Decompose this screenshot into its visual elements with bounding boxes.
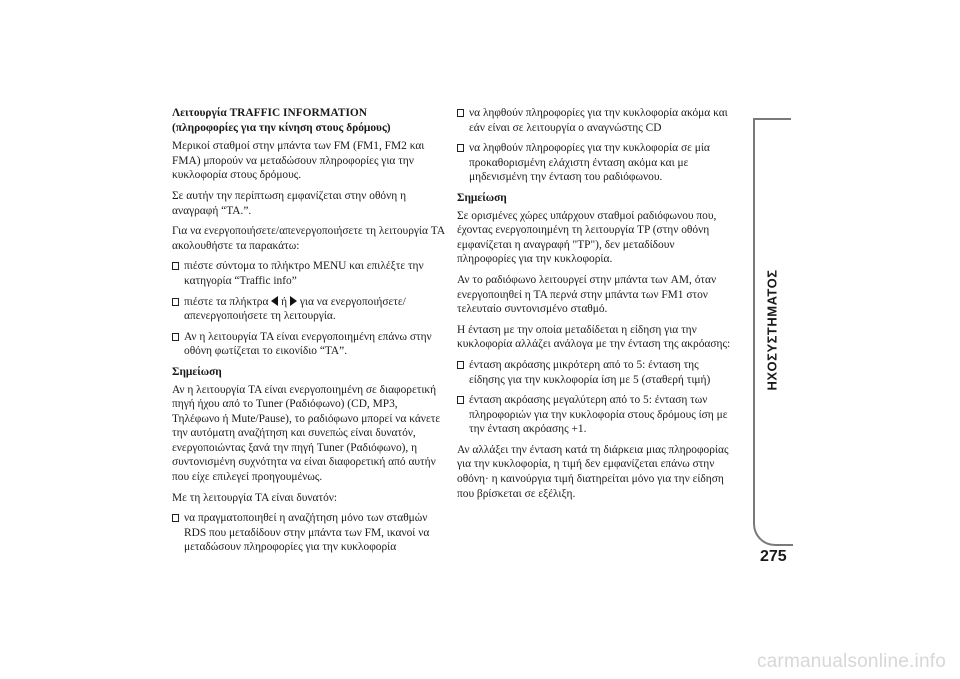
list-item — [172, 330, 446, 359]
note-heading: Σημείωση — [172, 365, 222, 378]
list-item-text: πιέστε σύντομα το πλήκτρο MENU και επιλέξτε την κατηγορία “Traffic info” — [184, 260, 424, 287]
list-item — [457, 106, 731, 135]
right-column — [457, 106, 731, 507]
display-paragraph: Σε αυτήν την περίπτωση εμφανίζεται στην οθόνη η αναγραφή “TA.”. — [172, 189, 407, 217]
section-heading — [172, 106, 446, 135]
list-item-text-start: πιέστε τα πλήκτρα — [184, 295, 269, 308]
note-paragraph-2: Αν το ραδιόφωνο λειτουργεί στην μπάντα των AM, όταν ενεργοποιηθεί η TA περνά στην μπάντα των FM1 στον τελευταίο συντονισμένο σταθμό. — [457, 273, 717, 316]
section-tab-label: ΗΧΟΣΥΣΤΗΜΑΤΟΣ — [764, 269, 780, 391]
list-item — [457, 141, 731, 185]
instructions-paragraph: Για να ενεργοποιήσετε/απενεργοποιήσετε τη λειτουργία TA ακολουθήστε τα παρακάτω: — [172, 225, 445, 252]
checkbox-bullet-icon — [172, 333, 179, 341]
checkbox-bullet-icon — [172, 298, 179, 306]
note-paragraph-3: Η ένταση με την οποία μεταδίδεται η είδηση για την κυκλοφορία αλλάζει ανάλογα με την ένταση της ακρόασης: — [457, 323, 731, 351]
checkbox-bullet-icon — [457, 144, 464, 152]
intro-paragraph: Μερικοί σταθμοί στην μπάντα των FM (FM1, FM2 και FMA) μπορούν να μεταδώσουν πληροφορίες για την κυκλοφορία στους δρόμους. — [172, 140, 425, 182]
list-item-text: ένταση ακρόασης μικρότερη από το 5: ένταση της είδησης για την κυκλοφορία ίση με 5 (σταθερή τιμή) — [469, 358, 711, 386]
page-number: 275 — [760, 548, 787, 565]
note-heading: Σημείωση — [457, 191, 507, 204]
list-item — [172, 259, 446, 288]
final-paragraph: Αν αλλάξει την ένταση κατά τη διάρκεια μιας πληροφορίας για την κυκλοφορία, η τιμή δεν εμφανίζεται επάνω στην οθόνη· η καινούργια τιμή διατηρείται μόνο για την είδηση που βρίσκεται σε εξέλιξη. — [457, 443, 729, 500]
list-item-text: να ληφθούν πληροφορίες για την κυκλοφορία ακόμα και εάν είναι σε λειτουργία ο αναγνώστης CD — [469, 107, 728, 134]
checkbox-bullet-icon — [172, 514, 179, 522]
note-paragraph-1: Σε ορισμένες χώρες υπάρχουν σταθμοί ραδιόφωνου που, έχοντας ενεργοποιημένη τη λειτουργία TP (στην οθόνη εμφανίζεται η αναγραφή "TP"), δεν μεταδίδουν πληροφορίες για την κυκλοφορία. — [457, 209, 717, 266]
list-item — [172, 511, 446, 555]
list-item — [457, 358, 731, 387]
possible-intro: Με τη λειτουργία TA είναι δυνατόν: — [172, 491, 338, 504]
list-item — [457, 393, 731, 437]
checkbox-bullet-icon — [457, 396, 464, 404]
watermark: carmanualsonline.info — [756, 651, 946, 672]
list-item-text-end: για να ενεργοποιήσετε/απενεργοποιήσετε τη λειτουργία. — [184, 295, 406, 323]
checkbox-bullet-icon — [172, 262, 179, 270]
list-item-text: να ληφθούν πληροφορίες για την κυκλοφορία σε μία προκαθορισμένη ελάχιστη ένταση ακόμα και με μηδενισμένη την ένταση του ραδιόφωνου. — [469, 142, 710, 184]
list-item — [172, 295, 446, 324]
checkbox-bullet-icon — [457, 361, 464, 369]
checkbox-bullet-icon — [457, 109, 464, 117]
list-item-text: να πραγματοποιηθεί η αναζήτηση μόνο των σταθμών RDS που μεταδίδουν στην μπάντα των FM, ικανοί να μεταδώσουν πληροφορίες για την κυκλοφορία — [184, 512, 430, 554]
heading-line-2: (πληροφορίες για την κίνηση στους δρόμους) — [172, 121, 391, 134]
arrow-right-icon — [290, 296, 297, 306]
note-paragraph: Αν η λειτουργία TA είναι ενεργοποιημένη σε διαφορετική πηγή ήχου από το Tuner (Ραδιόφωνο) (CD, MP3, Τηλέφωνο ή Mute/Pause), το ραδιόφωνο μπορεί να κάνετε την αυτόματη αναζήτηση και συνεπώς είναι δυνατόν, ενεργοποιώντας ξανά την πηγή Tuner (Ραδιόφωνο), η συντονισμένη συχνότητα να είναι διαφορετική από αυτήν που είχε επιλεγεί προηγουμένως. — [172, 383, 441, 484]
left-column — [172, 106, 446, 561]
arrow-left-icon — [271, 296, 278, 306]
list-item-text: Αν η λειτουργία TA είναι ενεργοποιημένη επάνω στην οθόνη φωτίζεται το εικονίδιο “TA”. — [184, 330, 432, 358]
heading-line-1: Λειτουργία TRAFFIC INFORMATION — [172, 107, 368, 119]
list-item-text: ένταση ακρόασης μεγαλύτερη από το 5: ένταση των πληροφοριών για την κυκλοφορία στους δρόμους ίση με την ένταση ακρόασης +1. — [469, 394, 728, 436]
list-item-or: ή — [281, 295, 288, 308]
